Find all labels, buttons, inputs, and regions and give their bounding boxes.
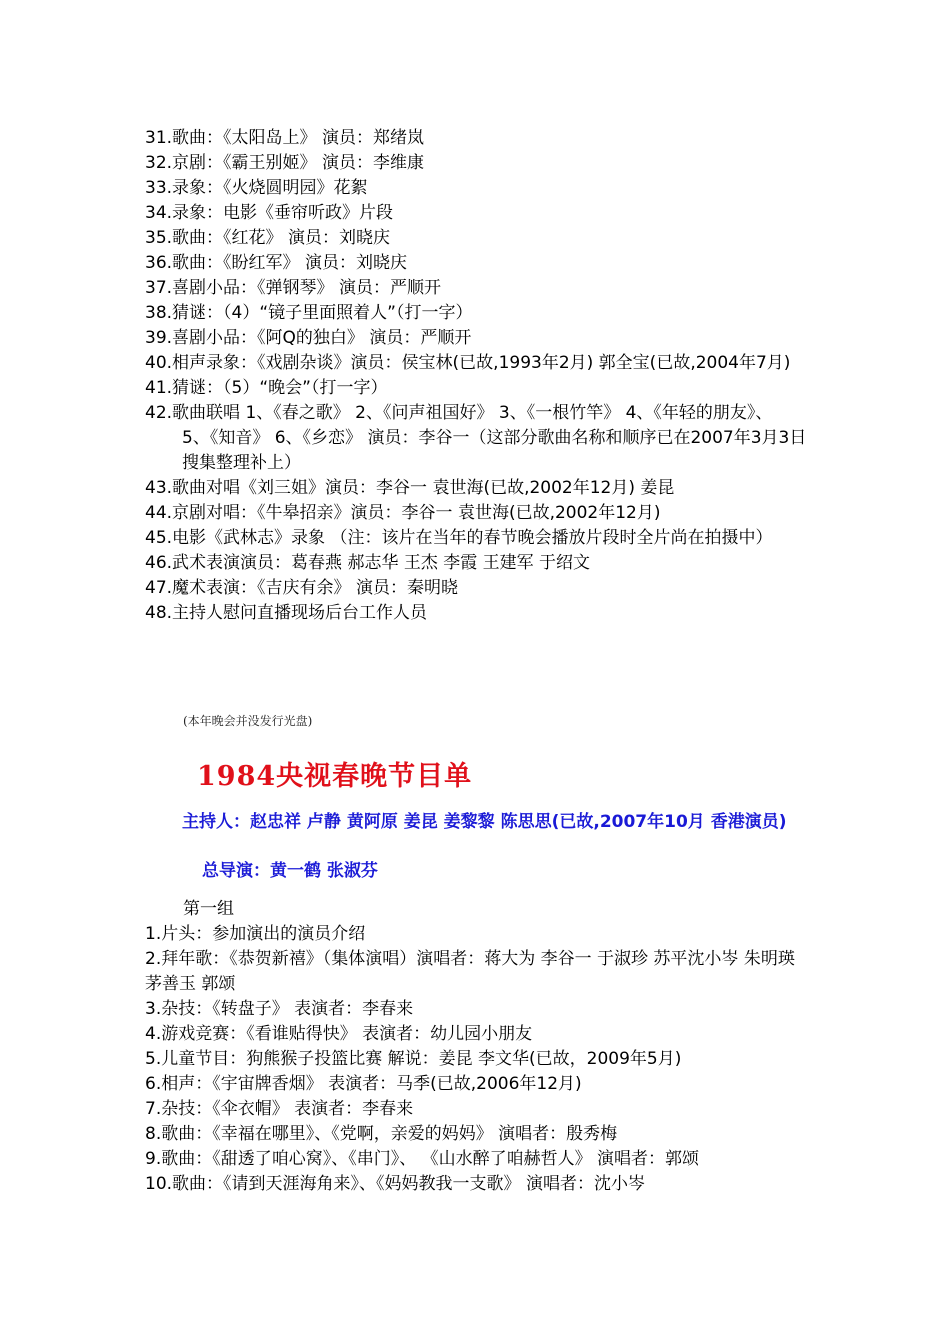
list-item: 46.武术表演演员：葛春燕 郝志华 王杰 李霞 王建军 于绍文 [145,553,591,573]
hosts-line [145,810,810,835]
list-item: 7.杂技：《伞衣帽》 表演者：李春来 [145,1099,414,1119]
list-item: 10.歌曲：《请到天涯海角来》、《妈妈教我一支歌》 演唱者：沈小岑 [145,1174,645,1194]
list-item: 5.儿童节目：狗熊猴子投篮比赛 解说：姜昆 李文华(已故，2009年5月) [145,1049,682,1069]
program-list-part1 [145,126,810,626]
section-title: 1984央视春晚节目单 [197,761,473,792]
group-heading: 第一组 [183,899,234,919]
director-line: 总导演：黄一鹤 张淑芬 [202,861,378,881]
list-item: 32.京剧：《霸王别姬》 演员：李维康 [145,153,424,173]
list-item: 3.杂技：《转盘子》 表演者：李春来 [145,999,414,1019]
list-item: 41.猜谜：（5）“晚会”（打一字） [145,378,388,398]
list-item: 43.歌曲对唱《刘三姐》演员：李谷一 袁世海(已故,2002年12月) 姜昆 [145,478,675,498]
list-item: 1.片头：参加演出的演员介绍 [145,924,366,944]
list-item: 36.歌曲：《盼红军》 演员：刘晓庆 [145,253,407,273]
list-item: 39.喜剧小品：《阿Q的独白》 演员：严顺开 [145,328,472,348]
list-item: 4.游戏竞赛：《看谁贴得快》 表演者：幼儿园小朋友 [145,1024,533,1044]
list-item: 31.歌曲：《太阳岛上》 演员：郑绪岚 [145,128,424,148]
list-item: 40.相声录象：《戏剧杂谈》演员：侯宝林(已故,1993年2月) 郭全宝(已故,2004年7月) [145,353,791,373]
list-item: 5、《知音》 6、《乡恋》 演员：李谷一（这部分歌曲名称和顺序已在2007年3月3日搜集整理补上） [182,428,807,473]
list-item: 8.歌曲：《幸福在哪里》、《党啊，亲爱的妈妈》 演唱者：殷秀梅 [145,1124,618,1144]
list-item: 34.录象：电影《垂帘听政》片段 [145,203,394,223]
disc-note: (本年晚会并没发行光盘) [183,714,313,728]
hosts-text: 主持人：赵忠祥 卢静 黄阿原 姜昆 姜黎黎 陈思思(已故,2007年10月 香港演员) [182,812,787,832]
list-item: 44.京剧对唱：《牛皋招亲》演员：李谷一 袁世海(已故,2002年12月) [145,503,661,523]
list-item: 6.相声：《宇宙牌香烟》 表演者：马季(已故,2006年12月) [145,1074,582,1094]
list-item: 48.主持人慰问直播现场后台工作人员 [145,603,428,623]
list-item: 2.拜年歌：《恭贺新禧》（集体演唱）演唱者：蒋大为 李谷一 于淑珍 苏平沈小岑 朱明瑛 茅善玉 郭颂 [145,949,795,994]
list-item: 35.歌曲：《红花》 演员：刘晓庆 [145,228,390,248]
program-list-part2 [145,922,810,1197]
list-item: 38.猜谜：（4）“镜子里面照着人”（打一字） [145,303,473,323]
list-item: 45.电影《武林志》录象 （注：该片在当年的春节晚会播放片段时全片尚在拍摄中） [145,528,773,548]
list-item: 42.歌曲联唱 1、《春之歌》 2、《问声祖国好》 3、《一根竹竿》 4、《年轻的朋友》、 [145,403,773,423]
list-item: 33.录象：《火烧圆明园》花絮 [145,178,368,198]
list-item: 9.歌曲：《甜透了咱心窝》、《串门》、 《山水醉了咱赫哲人》 演唱者：郭颂 [145,1149,700,1169]
list-item: 47.魔术表演：《吉庆有余》 演员：秦明晓 [145,578,458,598]
list-item: 37.喜剧小品：《弹钢琴》 演员：严顺开 [145,278,441,298]
